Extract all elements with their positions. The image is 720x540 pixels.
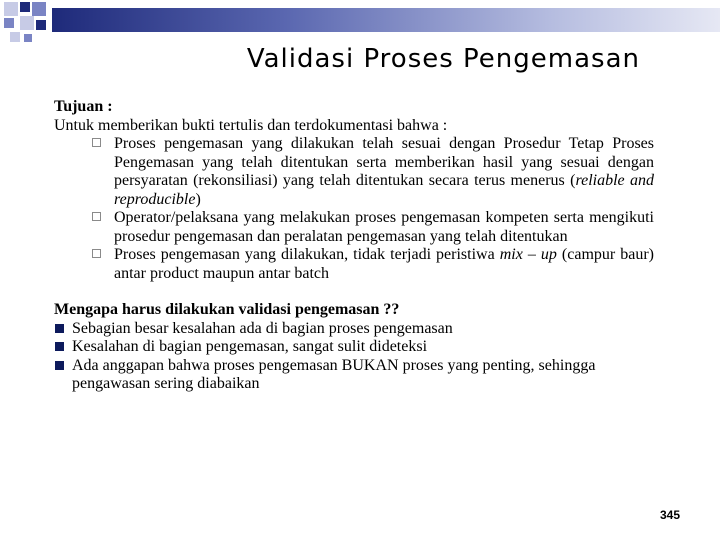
slide-content xyxy=(54,98,654,394)
list-item: Proses pengemasan yang dilakukan telah sesuai dengan Prosedur Tetap Proses Pengemasan yang telah ditentukan serta memberikan hasil yang sesuai dengan persyaratan (rekonsiliasi) yang telah ditentukan secara terus menerus (reliable and reproducible) xyxy=(114,135,654,209)
page-number: 345 xyxy=(659,508,680,522)
list-item: Sebagian besar kesalahan ada di bagian proses pengemasan xyxy=(72,320,654,339)
header-gradient-bar xyxy=(52,8,720,32)
filled-square-bullet-icon xyxy=(55,361,64,370)
intro-text: Untuk memberikan bukti tertulis dan terdokumentasi bahwa : xyxy=(54,116,448,134)
hollow-square-bullet-icon xyxy=(92,138,101,147)
list-item: Operator/pelaksana yang melakukan proses pengemasan kompeten serta mengikuti prosedur pengemasan dan peralatan pengemasan yang telah ditentukan xyxy=(114,209,654,246)
list-item: Proses pengemasan yang dilakukan, tidak terjadi peristiwa mix – up (campur baur) antar product maupun antar batch xyxy=(114,246,654,283)
filled-square-bullet-icon xyxy=(55,342,64,351)
hollow-square-bullet-icon xyxy=(92,249,101,258)
hollow-square-bullet-icon xyxy=(92,212,101,221)
list-item: Ada anggapan bahwa proses pengemasan BUKAN proses yang penting, sehingga pengawasan sering diabaikan xyxy=(72,357,654,394)
list-item: Kesalahan di bagian pengemasan, sangat sulit dideteksi xyxy=(72,338,654,357)
slide-title: Validasi Proses Pengemasan xyxy=(246,44,640,74)
corner-decoration xyxy=(0,0,60,50)
filled-square-bullet-icon xyxy=(55,324,64,333)
mengapa-heading: Mengapa harus dilakukan validasi pengemasan ?? xyxy=(54,301,400,318)
mengapa-list xyxy=(72,320,654,394)
tujuan-heading: Tujuan : xyxy=(54,98,113,115)
tujuan-list xyxy=(114,135,654,283)
